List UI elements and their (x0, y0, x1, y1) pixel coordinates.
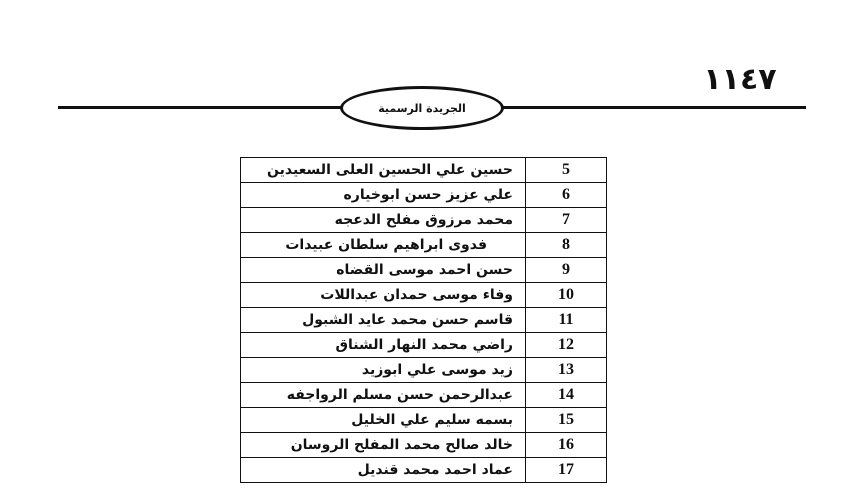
name-cell: عبدالرحمن حسن مسلم الرواجفه (241, 383, 526, 408)
names-table (240, 157, 607, 483)
name-cell: محمد مرزوق مفلح الدعجه (241, 208, 526, 233)
name-cell: راضي محمد النهار الشناق (241, 333, 526, 358)
table-row (241, 333, 607, 358)
name-cell: حسن احمد موسى القضاه (241, 258, 526, 283)
name-cell: زيد موسى علي ابوزيد (241, 358, 526, 383)
number-cell: 6 (526, 183, 607, 208)
number-cell: 13 (526, 358, 607, 383)
table-row (241, 308, 607, 333)
masthead-oval (340, 86, 504, 130)
table-row (241, 258, 607, 283)
number-cell: 9 (526, 258, 607, 283)
table-row (241, 158, 607, 183)
table-row (241, 208, 607, 233)
name-cell: قاسم حسن محمد عايد الشبول (241, 308, 526, 333)
table-row (241, 458, 607, 483)
number-cell: 11 (526, 308, 607, 333)
name-cell: علي عزيز حسن ابوخياره (241, 183, 526, 208)
number-cell: 10 (526, 283, 607, 308)
table-row (241, 358, 607, 383)
name-cell: حسين علي الحسين العلى السعيدين (241, 158, 526, 183)
number-cell: 17 (526, 458, 607, 483)
name-cell: عماد احمد محمد قنديل (241, 458, 526, 483)
number-cell: 16 (526, 433, 607, 458)
number-cell: 5 (526, 158, 607, 183)
number-cell: 7 (526, 208, 607, 233)
number-cell: 12 (526, 333, 607, 358)
table-row (241, 408, 607, 433)
masthead-title: الجريدة الرسمية (378, 101, 466, 115)
page-number: ١١٤٧ (703, 62, 777, 97)
number-cell: 14 (526, 383, 607, 408)
number-cell: 15 (526, 408, 607, 433)
name-cell: بسمه سليم علي الخليل (241, 408, 526, 433)
table-row (241, 383, 607, 408)
table-row (241, 183, 607, 208)
table-row (241, 283, 607, 308)
table-row (241, 433, 607, 458)
name-cell: وفاء موسى حمدان عبداللات (241, 283, 526, 308)
table-row (241, 233, 607, 258)
name-cell: فدوى ابراهيم سلطان عبيدات (241, 233, 526, 258)
number-cell: 8 (526, 233, 607, 258)
name-cell: خالد صالح محمد المفلح الروسان (241, 433, 526, 458)
